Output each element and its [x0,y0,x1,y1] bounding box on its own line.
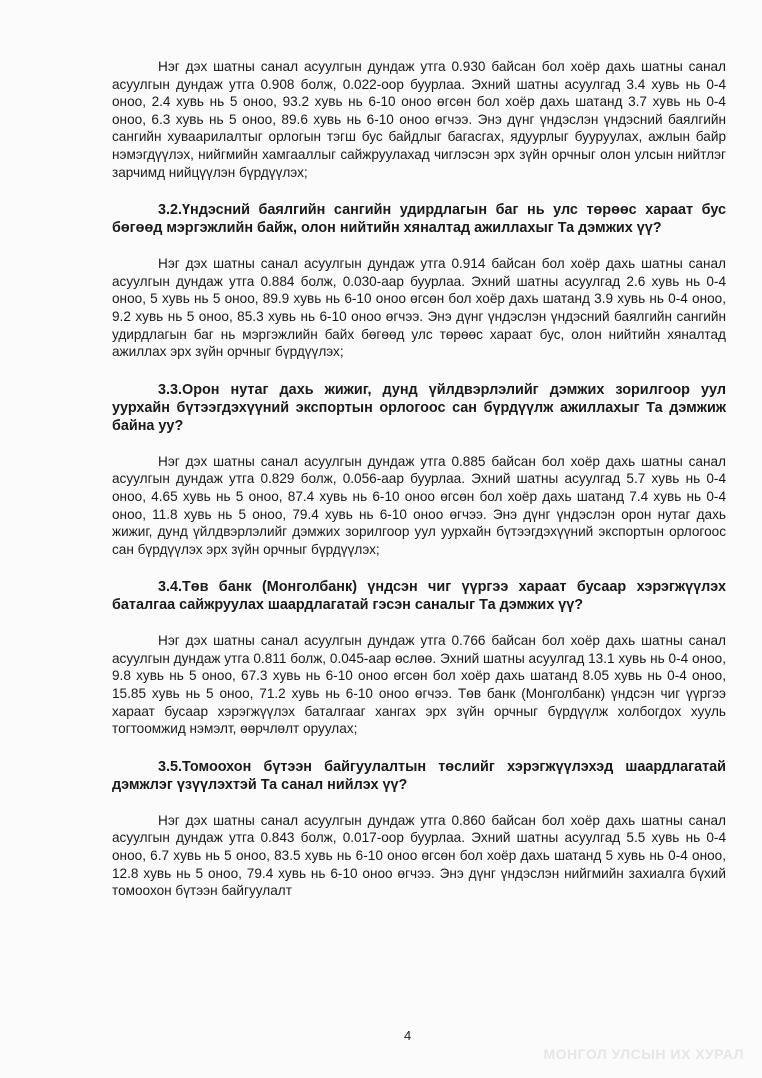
question-3-3: 3.3.Орон нутаг дахь жижиг, дунд үйлдвэрлэлийг дэмжих зорилгоор уул уурхайн бүтээгдэхүүний экспортын орлогоос сан бүрдүүлж ажиллахыг Та дэмжиж байна уу? [112,381,726,434]
paragraph-3-3-result: Нэг дэх шатны санал асуулгын дундаж утга 0.885 байсан бол хоёр дахь шатны санал асуулгын дундаж утга 0.829 болж, 0.056-аар буурлаа. Эхний шатны асуулгад 5.7 хувь нь 0-4 оноо, 4.65 хувь нь 5 оноо, 87.4 хувь нь 6-10 оноо өгсөн бол хоёр дахь шатанд 7.4 хувь нь 0-4 оноо, 11.8 хувь нь 5 оноо, 79.4 хувь нь 6-10 оноо өгчээ. Энэ дүнг үндэслэн орон нутаг дахь жижиг, дунд үйлдвэрлэлийг дэмжих зорилгоор уул уурхайн бүтээгдэхүүний экспортын орлогоос сан бүрдүүлэх эрх зүйн орчныг бүрдүүлэх; [112,453,726,557]
question-3-2: 3.2.Үндэсний баялгийн сангийн удирдлагын баг нь улс төрөөс хараат бус бөгөөд мэргэжлийн байж, олон нийтийн хяналтад ажиллахыг Та дэмжих үү? [112,202,726,237]
question-3-5: 3.5.Томоохон бүтээн байгуулалтын төслийг хэрэгжүүлэхэд шаардлагатай дэмжлэг үзүүлэхтэй Та санал нийлэх үү? [112,758,726,793]
paragraph-3-5-result: Нэг дэх шатны санал асуулгын дундаж утга 0.860 байсан бол хоёр дахь шатны санал асуулгын дундаж утга 0.843 болж, 0.017-оор буурлаа. Эхний шатны асуулгад 5.5 хувь нь 0-4 оноо, 6.7 хувь нь 5 оноо, 83.5 хувь нь 6-10 оноо өгсөн бол хоёр дахь шатанд 5 хувь нь 0-4 оноо, 12.8 хувь нь 5 оноо, 79.4 хувь нь 6-10 оноо өгчээ. Энэ дүнг үндэслэн нийгмийн захиалга бүхий томоохон бүтээн байгуулалт [112,812,726,899]
watermark-text: МОНГОЛ УЛСЫН ИХ ХУРАЛ [543,1046,744,1062]
question-3-4: 3.4.Төв банк (Монголбанк) үндсэн чиг үүргээ хараат бусаар хэрэгжүүлэх баталгаа сайжруулах шаардлагатай гэсэн саналыг Та дэмжих үү? [112,579,726,614]
page-number: 4 [404,1028,412,1043]
page-content [112,58,726,900]
paragraph-3-1-result: Нэг дэх шатны санал асуулгын дундаж утга 0.930 байсан бол хоёр дахь шатны санал асуулгын дундаж утга 0.908 болж, 0.022-оор буурлаа. Эхний шатны асуулгад 3.4 хувь нь 0-4 оноо, 2.4 хувь нь 5 оноо, 93.2 хувь нь 6-10 оноо өгсөн бол хоёр дахь шатанд 3.7 хувь нь 0-4 оноо, 6.3 хувь нь 5 оноо, 89.6 хувь нь 6-10 оноо өгчээ. Энэ дүнг үндэслэн үндэсний баялгийн сангийн хуваарилалтыг орлогын тэгш бус байдлыг багасгах, ядуурлыг бууруулах, ажлын байр нэмэгдүүлэх, нийгмийн хамгааллыг сайжруулахад чиглэсэн эрх зүйн орчныг олон улсын нийтлэг зарчимд нийцүүлэн бүрдүүлэх; [112,59,726,180]
paragraph-3-2-result: Нэг дэх шатны санал асуулгын дундаж утга 0.914 байсан бол хоёр дахь шатны санал асуулгын дундаж утга 0.884 болж, 0.030-аар буурлаа. Эхний шатны асуулгад 2.6 хувь нь 0-4 оноо, 5 хувь нь 5 оноо, 89.9 хувь нь 6-10 оноо өгсөн бол хоёр дахь шатанд 3.9 хувь нь 0-4 оноо, 9.2 хувь нь 5 оноо, 85.3 хувь нь 6-10 оноо өгчээ. Энэ дүнг үндэслэн үндэсний баялгийн сангийн удирдлагын баг нь мэргэжлийн байх бөгөөд улс төрөөс хараат бус, олон нийтийн хяналтад ажиллах эрх зүйн орчныг бүрдүүлэх; [112,256,726,360]
paragraph-3-4-result: Нэг дэх шатны санал асуулгын дундаж утга 0.766 байсан бол хоёр дахь шатны санал асуулгын дундаж утга 0.811 болж, 0.045-аар өслөө. Эхний шатны асуулгад 13.1 хувь нь 0-4 оноо, 9.8 хувь нь 5 оноо, 67.3 хувь нь 6-10 оноо өгсөн бол хоёр дахь шатанд 8.05 хувь нь 0-4 оноо, 15.85 хувь нь 5 оноо, 71.2 хувь нь 6-10 оноо өгчээ. Төв банк (Монголбанк) үндсэн чиг үүргээ хараат бусаар хэрэгжүүлэх баталгааг хангах эрх зүйн орчныг бүрдүүлж холбогдох хууль тогтоомжид нэмэлт, өөрчлөлт оруулах; [112,633,726,737]
